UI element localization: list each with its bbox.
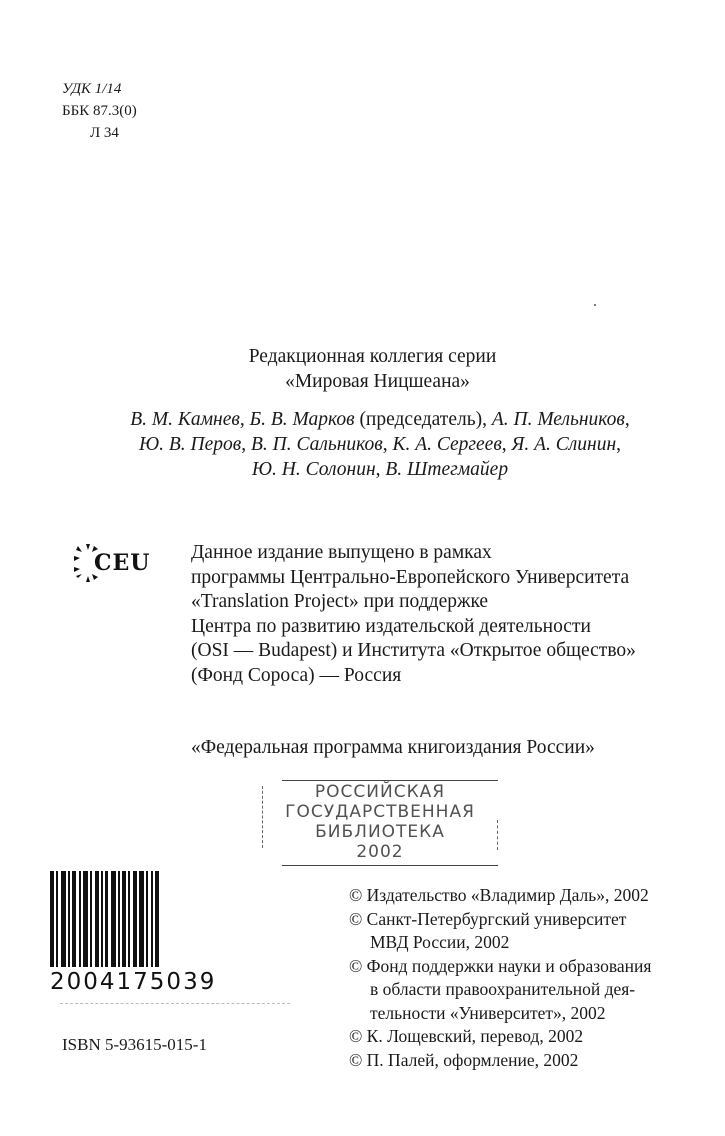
members-line3: Ю. Н. Солонин, В. Штегмайер	[251, 459, 509, 480]
board-title-line2: «Мировая Ницшеана»	[285, 371, 470, 392]
stamp-line2: ГОСУДАРСТВЕННАЯ	[285, 802, 475, 822]
copyright-line: тельности «Университет», 2002	[370, 1002, 606, 1023]
member-role: (председатель)	[354, 409, 483, 430]
member-name: В. Штегмайер	[385, 459, 509, 480]
faint-dashed-rule	[60, 1003, 290, 1005]
barcode-bar	[133, 871, 137, 967]
barcode-bar	[83, 871, 88, 967]
isbn: ISBN 5-93615-015-1	[62, 1035, 207, 1054]
udk-code: УДК 1/14	[62, 81, 122, 97]
federal-program-note: «Федеральная программа книгоиздания России»	[191, 737, 595, 758]
stamp-line1: РОССИЙСКАЯ	[314, 782, 446, 802]
copyright-line: МВД России, 2002	[370, 932, 510, 952]
member-name: Я. А. Слинин	[511, 434, 617, 455]
copyright-line: © Издательство «Владимир Даль», 2002	[349, 885, 649, 905]
author-code: Л 34	[90, 125, 119, 141]
barcode-bar	[111, 871, 116, 967]
ceu-line: «Translation Project» при поддержке	[191, 591, 489, 612]
barcode-bar	[139, 871, 144, 967]
copyright-block	[349, 884, 651, 1072]
barcode-number: 2004175039	[50, 969, 217, 995]
ceu-line: программы Центрально-Европейского Университета	[191, 566, 630, 588]
barcode-bar	[151, 871, 153, 967]
barcode-bar	[90, 871, 92, 967]
barcode-bar	[105, 871, 108, 967]
barcode-bar	[122, 871, 126, 967]
ceu-logo-text: CEU	[94, 550, 151, 576]
barcode-bar	[79, 871, 81, 967]
library-stamp	[262, 774, 498, 868]
copyright-line: © Санкт-Петербургский университет	[349, 908, 627, 929]
copyright-line: © Фонд поддержки науки и образования	[349, 955, 652, 976]
stamp-line4: 2002	[356, 842, 404, 862]
barcode-bar	[50, 871, 54, 967]
editorial-board-title	[0, 344, 725, 394]
member-name: Ю. В. Перов	[138, 434, 242, 455]
ceu-line: (Фонд Сороса) — Россия	[191, 664, 402, 686]
ceu-line: Центра по развитию издательской деятельности	[191, 615, 591, 637]
barcode-bar	[128, 871, 130, 967]
board-members	[60, 407, 700, 482]
member-name: А. П. Мельников	[491, 409, 625, 430]
member-name: В. П. Сальников	[250, 434, 383, 455]
barcode-bar	[95, 871, 99, 967]
classification-codes	[62, 78, 137, 144]
ceu-logo	[72, 540, 162, 592]
ceu-notice	[191, 541, 636, 688]
member-name: В. М. Камнев	[130, 409, 240, 430]
stamp-line3: БИБЛИОТЕКА	[315, 822, 445, 842]
member-name: Ю. Н. Солонин	[251, 459, 376, 480]
print-speck	[594, 304, 596, 306]
ceu-line: Данное издание выпущено в рамках	[191, 542, 492, 563]
members-line1: В. М. Камнев, Б. В. Марков (председатель), А. П. Мельников,	[130, 409, 630, 430]
copyright-line: © П. Палей, оформление, 2002	[349, 1049, 579, 1070]
barcode-bar	[61, 871, 66, 967]
ceu-line: (OSI — Budapest) и Института «Открытое общество»	[191, 640, 636, 661]
member-name: К. А. Сергеев	[392, 434, 502, 455]
copyright-line: © К. Лощевский, перевод, 2002	[349, 1026, 584, 1046]
barcode-bar	[56, 871, 58, 967]
barcode-bar	[118, 871, 120, 967]
barcode	[48, 871, 270, 971]
copyright-line: в области правоохранительной дея-	[370, 979, 636, 999]
board-title-line1: Редакционная коллегия серии	[248, 346, 497, 367]
barcode-bar	[155, 871, 159, 967]
bbk-code: ББК 87.3(0)	[62, 103, 137, 119]
barcode-bar	[146, 871, 148, 967]
barcode-bar	[101, 871, 103, 967]
member-name: Б. В. Марков	[249, 409, 355, 430]
members-line2: Ю. В. Перов, В. П. Сальников, К. А. Сергеев, Я. А. Слинин,	[138, 434, 622, 455]
barcode-bar	[72, 871, 76, 967]
barcode-bar	[68, 871, 70, 967]
